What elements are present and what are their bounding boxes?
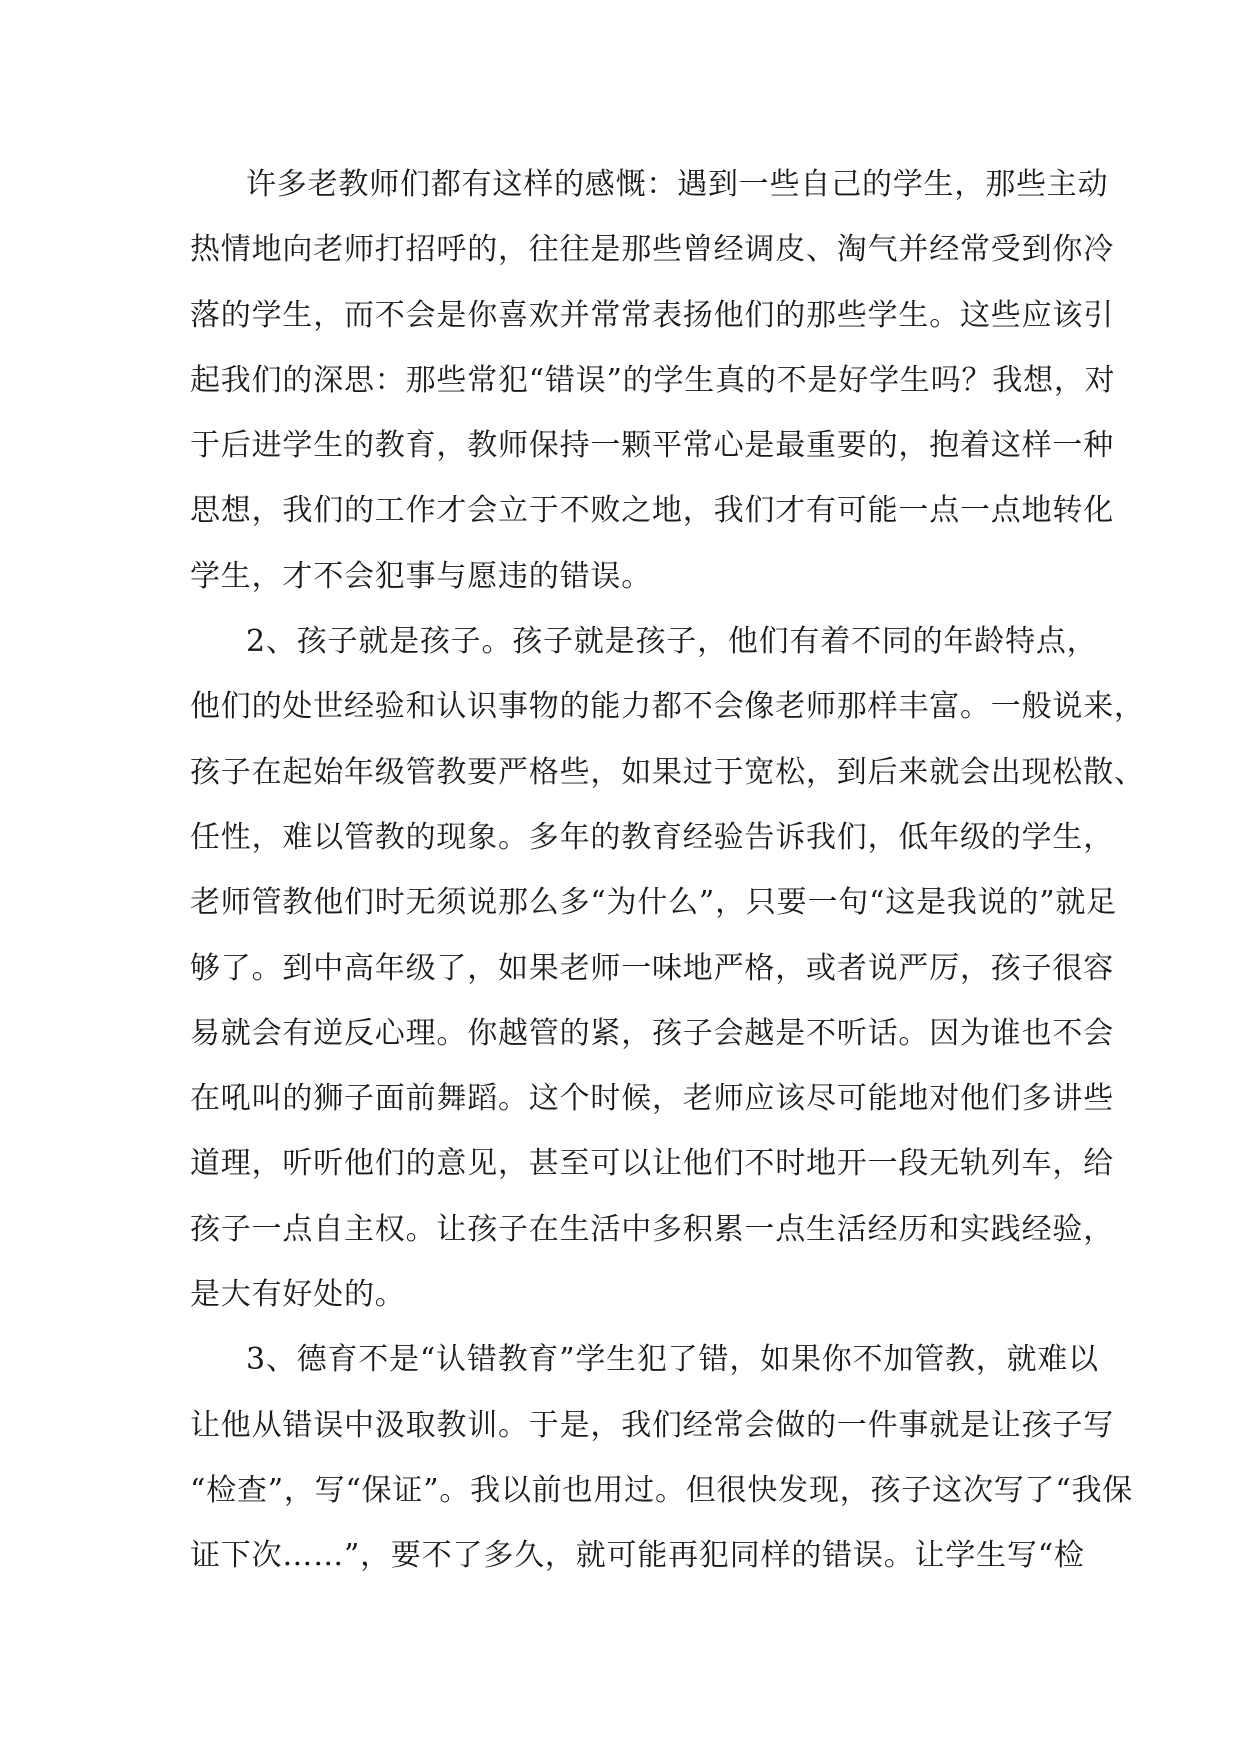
text-line: 落的学生，而不会是你喜欢并常常表扬他们的那些学生。这些应该引 — [190, 297, 1114, 333]
paragraph-1 — [190, 152, 1116, 609]
document-page — [190, 152, 1145, 1589]
text-line: 孩子一点自主权。让孩子在生活中多积累一点生活经历和实践经验， — [190, 1211, 1114, 1247]
text-line: 2、孩子就是孩子。孩子就是孩子，他们有着不同的年龄特点， — [246, 624, 1098, 660]
text-line: 于后进学生的教育，教师保持一颗平常心是最重要的，抱着这样一种 — [190, 428, 1114, 464]
text-line: “检查”，写“保证”。我以前也用过。但很快发现，孩子这次写了“我保 — [190, 1472, 1134, 1508]
text-line: 3、德育不是“认错教育”学生犯了错，如果你不加管教，就难以 — [246, 1342, 1099, 1378]
paragraph-3 — [190, 1327, 1134, 1588]
text-line: 思想，我们的工作才会立于不败之地，我们才有可能一点一点地转化 — [190, 493, 1114, 529]
text-line: 起我们的深思：那些常犯“错误”的学生真的不是好学生吗？我想，对 — [190, 362, 1116, 398]
text-line: 老师管教他们时无须说那么多“为什么”，只要一句“这是我说的”就足 — [190, 885, 1117, 921]
paragraph-2 — [190, 609, 1145, 1327]
text-line: 热情地向老师打招呼的，往往是那些曾经调皮、淘气并经常受到你冷 — [190, 232, 1114, 268]
text-line: 在吼叫的狮子面前舞蹈。这个时候，老师应该尽可能地对他们多讲些 — [190, 1081, 1114, 1117]
text-line: 孩子在起始年级管教要严格些，如果过于宽松，到后来就会出现松散、 — [190, 754, 1145, 790]
text-line: 道理，听听他们的意见，甚至可以让他们不时地开一段无轨列车，给 — [190, 1146, 1114, 1182]
text-line: 许多老教师们都有这样的感慨：遇到一些自己的学生，那些主动 — [246, 167, 1109, 202]
text-line: 他们的处世经验和认识事物的能力都不会像老师那样丰富。一般说来， — [190, 689, 1145, 725]
text-line: 任性，难以管教的现象。多年的教育经验告诉我们，低年级的学生， — [190, 819, 1114, 855]
text-line: 证下次……”，要不了多久，就可能再犯同样的错误。让学生写“检 — [190, 1538, 1085, 1574]
text-line: 学生，才不会犯事与愿违的错误。 — [190, 558, 652, 594]
text-line: 让他从错误中汲取教训。于是，我们经常会做的一件事就是让孩子写 — [190, 1407, 1114, 1443]
text-line: 够了。到中高年级了，如果老师一味地严格，或者说严厉，孩子很容 — [190, 950, 1114, 986]
text-line: 易就会有逆反心理。你越管的紧，孩子会越是不听话。因为谁也不会 — [190, 1015, 1114, 1051]
text-line: 是大有好处的。 — [190, 1277, 406, 1313]
